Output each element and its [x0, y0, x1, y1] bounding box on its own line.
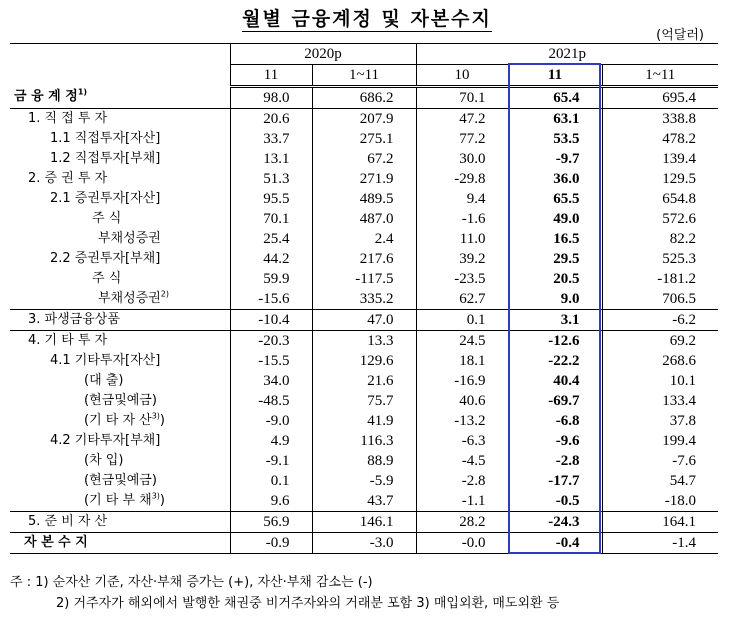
- value-cell: 43.7: [312, 491, 416, 512]
- table-row: [10, 87, 718, 109]
- value-cell: -9.1: [230, 451, 312, 471]
- year-2021-header: 2021p: [416, 44, 718, 65]
- value-cell: 478.2: [602, 129, 718, 149]
- row-label: [10, 87, 230, 109]
- value-cell: -22.2: [508, 351, 602, 371]
- value-cell: 34.0: [230, 371, 312, 391]
- value-cell: 67.2: [312, 149, 416, 169]
- value-cell: -2.8: [508, 451, 602, 471]
- row-label-text: 2. 증 권 투 자: [28, 171, 108, 186]
- value-cell: 33.7: [230, 129, 312, 149]
- table-row: [10, 109, 718, 130]
- value-cell: 133.4: [602, 391, 718, 411]
- row-label-text: (현금및예금): [84, 393, 157, 408]
- value-cell: 487.0: [312, 209, 416, 229]
- value-cell: -7.6: [602, 451, 718, 471]
- row-label-text: 2.2 증권투자[부채]: [50, 251, 161, 266]
- value-cell: -0.5: [508, 491, 602, 512]
- value-cell: 25.4: [230, 229, 312, 249]
- table-row: [10, 331, 718, 352]
- value-cell: 275.1: [312, 129, 416, 149]
- value-cell: 489.5: [312, 189, 416, 209]
- row-label-text: (기 타 부 채: [84, 493, 152, 508]
- value-cell: -181.2: [602, 269, 718, 289]
- value-cell: 525.3: [602, 249, 718, 269]
- row-label: [10, 189, 230, 209]
- table-row: [10, 289, 718, 310]
- value-cell: -24.3: [508, 512, 602, 533]
- footnote-mark: 2): [160, 289, 170, 299]
- col-header: 11: [508, 65, 602, 87]
- value-cell: 36.0: [508, 169, 602, 189]
- value-cell: -4.5: [416, 451, 508, 471]
- row-label-text: 1. 직 접 투 자: [28, 111, 108, 126]
- table-row: [10, 149, 718, 169]
- row-label: [10, 310, 230, 331]
- value-cell: -20.3: [230, 331, 312, 352]
- value-cell: 21.6: [312, 371, 416, 391]
- value-cell: 70.1: [230, 209, 312, 229]
- value-cell: 62.7: [416, 289, 508, 310]
- row-label: [10, 411, 230, 431]
- table-row: [10, 512, 718, 533]
- value-cell: 0.1: [230, 471, 312, 491]
- value-cell: -69.7: [508, 391, 602, 411]
- col-header: 1~11: [602, 65, 718, 87]
- table-row: [10, 209, 718, 229]
- value-cell: 13.3: [312, 331, 416, 352]
- value-cell: 0.1: [416, 310, 508, 331]
- value-cell: 4.9: [230, 431, 312, 451]
- value-cell: 77.2: [416, 129, 508, 149]
- table-row: [10, 129, 718, 149]
- row-label: [10, 149, 230, 169]
- header-year-row: [10, 44, 718, 65]
- value-cell: 20.5: [508, 269, 602, 289]
- row-label: [10, 129, 230, 149]
- table-row: [10, 431, 718, 451]
- table-row: [10, 169, 718, 189]
- value-cell: -10.4: [230, 310, 312, 331]
- value-cell: -1.4: [602, 533, 718, 554]
- value-cell: 146.1: [312, 512, 416, 533]
- value-cell: -1.1: [416, 491, 508, 512]
- value-cell: 54.7: [602, 471, 718, 491]
- value-cell: 207.9: [312, 109, 416, 130]
- value-cell: -9.7: [508, 149, 602, 169]
- value-cell: -15.6: [230, 289, 312, 310]
- value-cell: -15.5: [230, 351, 312, 371]
- table-row: [10, 391, 718, 411]
- col-header: 11: [230, 65, 312, 87]
- row-label-text: 1.1 직접투자[자산]: [50, 131, 161, 146]
- value-cell: 10.1: [602, 371, 718, 391]
- value-cell: 95.5: [230, 189, 312, 209]
- value-cell: -9.6: [508, 431, 602, 451]
- row-label: [10, 289, 230, 310]
- value-cell: 9.6: [230, 491, 312, 512]
- value-cell: 47.0: [312, 310, 416, 331]
- row-label: [10, 169, 230, 189]
- value-cell: -9.0: [230, 411, 312, 431]
- value-cell: 69.2: [602, 331, 718, 352]
- row-label: [10, 371, 230, 391]
- table-row: [10, 249, 718, 269]
- footnote-line-1: 주 : 1) 순자산 기준, 자산·부채 증가는 (+), 자산·부채 감소는 (-): [10, 575, 373, 590]
- footnote-mark: 1): [77, 87, 88, 97]
- value-cell: 686.2: [312, 87, 416, 109]
- value-cell: 2.4: [312, 229, 416, 249]
- row-label: [10, 209, 230, 229]
- value-cell: 65.5: [508, 189, 602, 209]
- value-cell: 88.9: [312, 451, 416, 471]
- row-label: [10, 229, 230, 249]
- financial-account-table: [10, 43, 718, 554]
- value-cell: 30.0: [416, 149, 508, 169]
- table-row: [10, 189, 718, 209]
- value-cell: -6.2: [602, 310, 718, 331]
- row-label: [10, 269, 230, 289]
- year-2020-header: 2020p: [230, 44, 416, 65]
- row-label-text: 4.1 기타투자[자산]: [50, 353, 161, 368]
- value-cell: 706.5: [602, 289, 718, 310]
- value-cell: 268.6: [602, 351, 718, 371]
- table-row: [10, 351, 718, 371]
- value-cell: 116.3: [312, 431, 416, 451]
- value-cell: 47.2: [416, 109, 508, 130]
- value-cell: 39.2: [416, 249, 508, 269]
- col-header: 10: [416, 65, 508, 87]
- value-cell: 16.5: [508, 229, 602, 249]
- value-cell: 49.0: [508, 209, 602, 229]
- value-cell: 18.1: [416, 351, 508, 371]
- value-cell: -16.9: [416, 371, 508, 391]
- value-cell: -13.2: [416, 411, 508, 431]
- value-cell: 82.2: [602, 229, 718, 249]
- value-cell: 28.2: [416, 512, 508, 533]
- value-cell: 338.8: [602, 109, 718, 130]
- footnotes: [10, 572, 559, 614]
- row-label: [10, 351, 230, 371]
- row-label-close: ): [159, 493, 165, 508]
- value-cell: 20.6: [230, 109, 312, 130]
- row-label-text: (대 출): [84, 373, 124, 388]
- value-cell: -1.6: [416, 209, 508, 229]
- value-cell: 44.2: [230, 249, 312, 269]
- value-cell: -117.5: [312, 269, 416, 289]
- table-row: [10, 451, 718, 471]
- page-title: 월별 금융계정 및 자본수지: [242, 8, 492, 30]
- value-cell: -0.4: [508, 533, 602, 554]
- row-label: [10, 451, 230, 471]
- value-cell: 164.1: [602, 512, 718, 533]
- value-cell: 98.0: [230, 87, 312, 109]
- table-row: [10, 411, 718, 431]
- value-cell: 51.3: [230, 169, 312, 189]
- value-cell: 59.9: [230, 269, 312, 289]
- row-label: [10, 512, 230, 533]
- value-cell: -12.6: [508, 331, 602, 352]
- value-cell: 29.5: [508, 249, 602, 269]
- value-cell: 13.1: [230, 149, 312, 169]
- value-cell: -18.0: [602, 491, 718, 512]
- value-cell: -29.8: [416, 169, 508, 189]
- value-cell: 654.8: [602, 189, 718, 209]
- row-label-close: ): [159, 413, 165, 428]
- row-label-text: 주 식: [92, 271, 122, 286]
- table-row: [10, 229, 718, 249]
- value-cell: 41.9: [312, 411, 416, 431]
- value-cell: -0.9: [230, 533, 312, 554]
- value-cell: 63.1: [508, 109, 602, 130]
- table-row: [10, 269, 718, 289]
- value-cell: 9.0: [508, 289, 602, 310]
- row-label: [10, 109, 230, 130]
- value-cell: 75.7: [312, 391, 416, 411]
- row-label-text: 주 식: [92, 211, 122, 226]
- value-cell: -2.8: [416, 471, 508, 491]
- table-row: [10, 471, 718, 491]
- row-label-text: 3. 파생금융상품: [28, 312, 120, 327]
- row-label-text: (기 타 자 산: [84, 413, 152, 428]
- row-label-text: 자 본 수 지: [24, 535, 88, 550]
- row-label-text: (차 입): [84, 453, 124, 468]
- footnote-mark: 3): [151, 491, 160, 501]
- row-label-text: 금 융 계 정: [14, 89, 78, 105]
- value-cell: 139.4: [602, 149, 718, 169]
- value-cell: 199.4: [602, 431, 718, 451]
- col-header: 1~11: [312, 65, 416, 87]
- value-cell: 53.5: [508, 129, 602, 149]
- highlight-box-2021-11: [508, 63, 601, 554]
- row-label-text: 4.2 기타투자[부채]: [50, 433, 161, 448]
- row-label: [10, 533, 230, 554]
- value-cell: 56.9: [230, 512, 312, 533]
- value-cell: 24.5: [416, 331, 508, 352]
- row-label-text: 부채성증권: [98, 291, 161, 306]
- value-cell: 572.6: [602, 209, 718, 229]
- value-cell: -5.9: [312, 471, 416, 491]
- value-cell: 129.6: [312, 351, 416, 371]
- value-cell: 129.5: [602, 169, 718, 189]
- value-cell: -23.5: [416, 269, 508, 289]
- footnote-mark: 3): [151, 411, 160, 421]
- value-cell: 695.4: [602, 87, 718, 109]
- value-cell: 271.9: [312, 169, 416, 189]
- table-row: [10, 310, 718, 331]
- row-label-text: 5. 준 비 자 산: [28, 514, 108, 529]
- row-label: [10, 391, 230, 411]
- row-label: [10, 431, 230, 451]
- row-label: [10, 331, 230, 352]
- value-cell: -0.0: [416, 533, 508, 554]
- table-row: [10, 491, 718, 512]
- row-label: [10, 471, 230, 491]
- value-cell: 217.6: [312, 249, 416, 269]
- row-label-text: 2.1 증권투자[자산]: [50, 191, 161, 206]
- value-cell: -6.8: [508, 411, 602, 431]
- value-cell: 70.1: [416, 87, 508, 109]
- value-cell: -17.7: [508, 471, 602, 491]
- value-cell: 335.2: [312, 289, 416, 310]
- value-cell: 65.4: [508, 87, 602, 109]
- unit-label: (억달러): [656, 28, 704, 43]
- value-cell: 3.1: [508, 310, 602, 331]
- value-cell: -6.3: [416, 431, 508, 451]
- row-label-text: 부채성증권: [98, 231, 161, 246]
- value-cell: 37.8: [602, 411, 718, 431]
- value-cell: 9.4: [416, 189, 508, 209]
- value-cell: 40.6: [416, 391, 508, 411]
- row-label: [10, 491, 230, 512]
- row-label-text: 1.2 직접투자[부채]: [50, 151, 161, 166]
- value-cell: -48.5: [230, 391, 312, 411]
- value-cell: 40.4: [508, 371, 602, 391]
- table-row: [10, 371, 718, 391]
- table-row: [10, 533, 718, 554]
- row-label-text: (현금및예금): [84, 473, 157, 488]
- row-label: [10, 249, 230, 269]
- value-cell: 11.0: [416, 229, 508, 249]
- value-cell: -3.0: [312, 533, 416, 554]
- row-label-text: 4. 기 타 투 자: [28, 333, 108, 348]
- footnote-line-2: 2) 거주자가 해외에서 발행한 채권중 비거주자와의 거래분 포함 3) 매입외환, 매도외환 등: [56, 596, 560, 611]
